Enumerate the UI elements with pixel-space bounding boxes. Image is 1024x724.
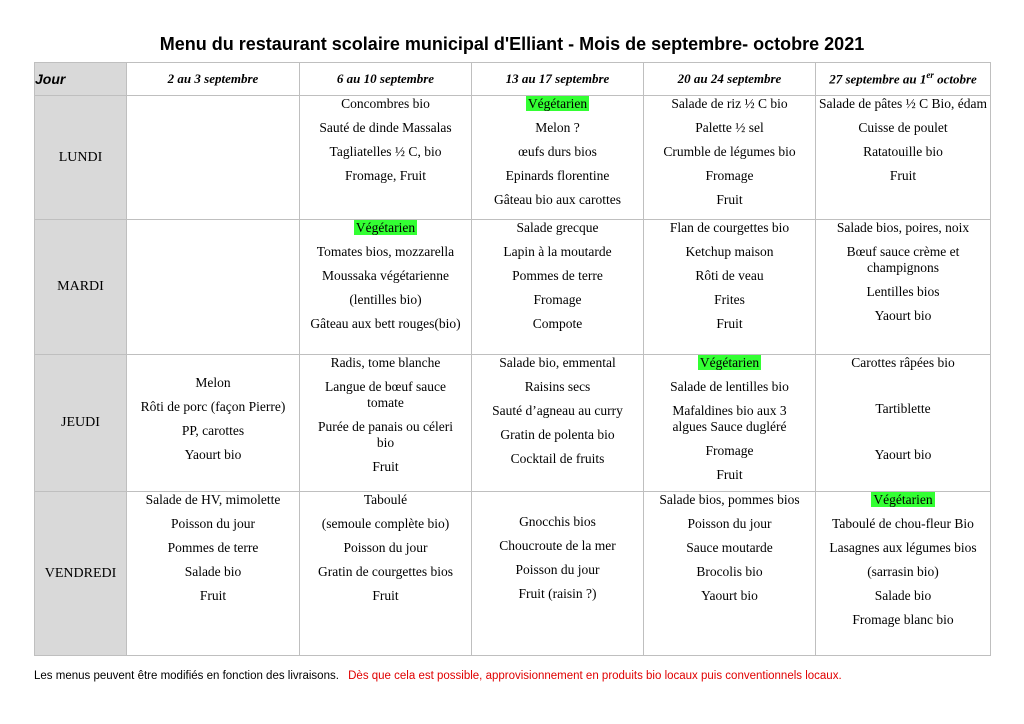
day-label-lundi: LUNDI: [35, 96, 127, 220]
menu-item: Melon ?: [535, 120, 580, 135]
menu-item: Gâteau aux bett rouges(bio): [310, 316, 461, 331]
menu-item: œufs durs bios: [518, 144, 597, 159]
menu-item: Taboulé: [363, 492, 408, 507]
menu-item: Yaourt bio: [701, 588, 758, 603]
cell-jeudi-w1: [127, 355, 300, 492]
menu-item: Yaourt bio: [874, 308, 932, 323]
vegetarian-badge: Végétarien: [873, 492, 933, 507]
row-vendredi: [35, 492, 991, 656]
menu-item: Fruit: [199, 588, 227, 603]
menu-item: Poisson du jour: [687, 516, 772, 531]
menu-item: Ratatouille bio: [863, 144, 943, 159]
vegetarian-badge: Végétarien: [527, 96, 588, 111]
cell-jeudi-w4: [644, 355, 816, 492]
day-label-mardi: MARDI: [35, 220, 127, 355]
menu-item: Yaourt bio: [184, 447, 242, 462]
cell-vendredi-w4: [644, 492, 816, 656]
menu-item: Salade bio: [184, 564, 242, 579]
menu-item: Fruit: [716, 192, 743, 207]
cell-mardi-w3: [472, 220, 644, 355]
menu-item: Salade de pâtes ½ C Bio, édam: [819, 96, 987, 111]
header-week-5-sup: er: [926, 70, 934, 81]
menu-item: Ketchup maison: [685, 244, 774, 259]
menu-item: Salade bios, pommes bios: [659, 492, 800, 507]
cell-mardi-w2: [300, 220, 472, 355]
menu-item: Tomates bios, mozzarella: [316, 244, 455, 259]
menu-item: Pommes de terre: [167, 540, 259, 555]
header-week-1: 2 au 3 septembre: [127, 63, 300, 96]
menu-item: Cocktail de fruits: [510, 451, 605, 466]
menu-item: Raisins secs: [524, 379, 591, 394]
cell-lundi-w1: [127, 96, 300, 220]
day-label-jeudi: JEUDI: [35, 355, 127, 492]
menu-item: Lentilles bios: [866, 284, 940, 299]
menu-item: Sauté d’agneau au curry: [492, 403, 623, 418]
menu-item: Frites: [714, 292, 745, 307]
cell-vendredi-w5: [816, 492, 991, 656]
vegetarian-badge: Végétarien: [355, 220, 416, 235]
menu-item: Compote: [532, 316, 583, 331]
cell-vendredi-w1: [127, 492, 300, 656]
menu-item: Salade de lentilles bio: [670, 379, 789, 394]
menu-item: Moussaka végétarienne: [321, 268, 450, 283]
cell-lundi-w5: [816, 96, 991, 220]
menu-item: Pommes de terre: [512, 268, 603, 283]
menu-item: Crumble de légumes bio: [663, 144, 796, 159]
header-week-5-pre: 27 septembre au 1: [829, 71, 927, 87]
header-row: [35, 63, 991, 96]
menu-item: Radis, tome blanche: [330, 355, 441, 370]
footer-note-text: Les menus peuvent être modifiés en fonction des livraisons.: [34, 670, 339, 682]
header-week-3: 13 au 17 septembre: [472, 63, 644, 96]
menu-item: Gratin de courgettes bios: [317, 564, 454, 579]
menu-item: Fromage: [705, 443, 754, 458]
cell-vendredi-w3: [472, 492, 644, 656]
menu-item: Yaourt bio: [874, 447, 932, 462]
menu-item: Tartiblette: [875, 401, 931, 416]
menu-item: Gâteau bio aux carottes: [493, 192, 622, 207]
menu-item: Rôti de veau: [695, 268, 764, 283]
day-label-vendredi: VENDREDI: [35, 492, 127, 656]
menu-item: Carottes râpées bio: [851, 355, 955, 370]
menu-item: Fromage, Fruit: [345, 168, 426, 183]
menu-item: Salade bio, emmental: [499, 355, 616, 370]
menu-item: Choucroute de la mer: [499, 538, 616, 553]
cell-mardi-w4: [644, 220, 816, 355]
cell-lundi-w4: [644, 96, 816, 220]
menu-item: Salade bio: [874, 588, 932, 603]
cell-lundi-w2: [300, 96, 472, 220]
menu-item: Taboulé de chou-fleur Bio: [832, 516, 974, 531]
cell-mardi-w1: [127, 220, 300, 355]
menu-item: Fromage: [705, 168, 754, 183]
cell-jeudi-w3: [472, 355, 644, 492]
menu-item: Salade bios, poires, noix: [836, 220, 970, 235]
row-mardi: [35, 220, 991, 355]
cell-mardi-w5: [816, 220, 991, 355]
menu-item: Fruit (raisin ?): [518, 586, 597, 601]
header-week-5-post: octobre: [933, 71, 977, 87]
row-jeudi: [35, 355, 991, 492]
menu-item: PP, carottes: [181, 423, 245, 438]
menu-item: Sauté de dinde Massalas: [319, 120, 452, 135]
footer-note-red: Dès que cela est possible, approvisionnement en produits bio locaux puis conventionnels locaux.: [348, 670, 842, 682]
menu-item: Gratin de polenta bio: [500, 427, 615, 442]
menu-item: Salade de riz ½ C bio: [671, 96, 788, 111]
menu-item: Fruit: [889, 168, 917, 183]
menu-item: Fruit: [716, 316, 743, 331]
menu-item: Purée de panais ou céleri bio: [318, 419, 453, 450]
menu-item: (semoule complète bio): [321, 516, 450, 531]
menu-item: Tagliatelles ½ C, bio: [329, 144, 442, 159]
header-week-2: 6 au 10 septembre: [300, 63, 472, 96]
menu-item: Brocolis bio: [696, 564, 763, 579]
menu-item: Fromage blanc bio: [852, 612, 954, 627]
header-week-4: 20 au 24 septembre: [644, 63, 816, 96]
menu-item: Salade grecque: [516, 220, 599, 235]
cell-lundi-w3: [472, 96, 644, 220]
footer-note: [34, 670, 994, 682]
header-week-5: [816, 63, 991, 96]
menu-item: (sarrasin bio): [867, 564, 939, 579]
menu-item: Fromage: [533, 292, 582, 307]
menu-item: Lapin à la moutarde: [503, 244, 612, 259]
menu-item: (lentilles bio): [349, 292, 422, 307]
menu-item: Fruit: [372, 459, 399, 474]
row-lundi: [35, 96, 991, 220]
menu-item: Melon: [195, 375, 231, 390]
menu-item: Fruit: [372, 588, 399, 603]
menu-item: Lasagnes aux légumes bios: [829, 540, 977, 555]
menu-item: Langue de bœuf sauce tomate: [324, 379, 447, 410]
header-jour: Jour: [35, 63, 127, 96]
menu-item: Concombres bio: [341, 96, 430, 111]
menu-item: Rôti de porc (façon Pierre): [140, 399, 286, 414]
menu-item: Poisson du jour: [343, 540, 428, 555]
cell-jeudi-w5: [816, 355, 991, 492]
cell-jeudi-w2: [300, 355, 472, 492]
menu-item: Flan de courgettes bio: [669, 220, 790, 235]
menu-item: Palette ½ sel: [695, 120, 764, 135]
menu-table: [34, 62, 991, 656]
menu-item: Sauce moutarde: [686, 540, 773, 555]
menu-item: Poisson du jour: [515, 562, 600, 577]
vegetarian-badge: Végétarien: [699, 355, 760, 370]
page-title: Menu du restaurant scolaire municipal d'Elliant - Mois de septembre- octobre 2021: [159, 34, 865, 54]
menu-item: Bœuf sauce crème et champignons: [846, 244, 960, 275]
menu-item: Cuisse de poulet: [858, 120, 948, 135]
menu-item: Epinards florentine: [505, 168, 610, 183]
menu-item: Gnocchis bios: [519, 514, 596, 529]
menu-item: Fruit: [716, 467, 743, 482]
menu-item: Poisson du jour: [170, 516, 255, 531]
cell-vendredi-w2: [300, 492, 472, 656]
menu-item: Salade de HV, mimolette: [145, 492, 281, 507]
menu-item: Mafaldines bio aux 3 algues Sauce dugléré: [672, 403, 787, 434]
